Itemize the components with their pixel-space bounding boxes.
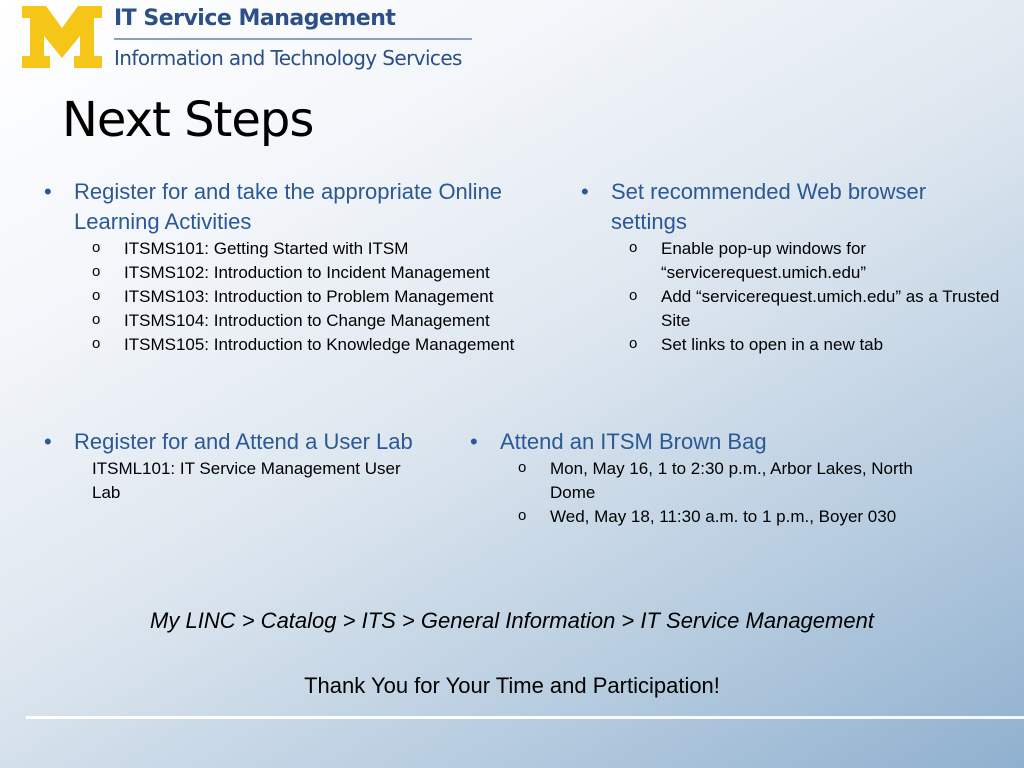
list-item bbox=[466, 457, 930, 505]
circle-bullet-icon: o bbox=[629, 239, 638, 256]
circle-bullet-icon: o bbox=[629, 335, 638, 352]
heading-text: Register for and Attend a User Lab bbox=[74, 429, 413, 454]
section-brown-bag bbox=[466, 427, 1006, 529]
list-item-text: Enable pop-up windows for “servicerequest.umich.edu” bbox=[661, 239, 867, 282]
circle-bullet-icon: o bbox=[629, 287, 638, 304]
list-item bbox=[40, 237, 600, 261]
list-item bbox=[40, 309, 600, 333]
list-item-text: ITSMS101: Getting Started with ITSM bbox=[124, 239, 409, 258]
university-m-logo bbox=[22, 6, 102, 68]
organization-name: Information and Technology Services bbox=[114, 46, 462, 70]
header-divider bbox=[114, 38, 472, 40]
thank-you-message: Thank You for Your Time and Participation! bbox=[304, 673, 720, 698]
navigation-path: My LINC > Catalog > ITS > General Information > IT Service Management bbox=[150, 608, 874, 633]
page-title: Next Steps bbox=[62, 92, 314, 148]
circle-bullet-icon: o bbox=[92, 335, 101, 352]
circle-bullet-icon: o bbox=[518, 507, 527, 524]
list-item-text: Mon, May 16, 1 to 2:30 p.m., Arbor Lakes, North Dome bbox=[550, 459, 913, 502]
header bbox=[22, 4, 482, 70]
list-item bbox=[40, 333, 600, 357]
list-item-text: Add “servicerequest.umich.edu” as a Trusted Site bbox=[661, 287, 1000, 330]
section-heading bbox=[40, 177, 514, 237]
bottom-divider bbox=[26, 716, 1024, 719]
circle-bullet-icon: o bbox=[92, 287, 101, 304]
department-name: IT Service Management bbox=[114, 6, 396, 31]
heading-text: Register for and take the appropriate Online Learning Activities bbox=[74, 179, 503, 234]
bullet-icon: • bbox=[44, 179, 52, 204]
list-item bbox=[40, 285, 600, 309]
section-user-lab bbox=[40, 427, 460, 505]
list-item-text: Set links to open in a new tab bbox=[661, 335, 884, 354]
list-item bbox=[577, 285, 1001, 333]
list-item-text: ITSMS103: Introduction to Problem Management bbox=[124, 287, 494, 306]
user-lab-detail: ITSML101: IT Service Management User Lab bbox=[92, 459, 401, 502]
bullet-icon: • bbox=[470, 429, 478, 454]
section-heading bbox=[577, 177, 991, 237]
circle-bullet-icon: o bbox=[518, 459, 527, 476]
heading-text: Attend an ITSM Brown Bag bbox=[500, 429, 767, 454]
section-browser-settings bbox=[577, 177, 1007, 357]
list-item-text: ITSMS105: Introduction to Knowledge Management bbox=[124, 335, 515, 354]
bullet-icon: • bbox=[581, 179, 589, 204]
section-online-learning bbox=[40, 177, 600, 357]
circle-bullet-icon: o bbox=[92, 263, 101, 280]
section-heading bbox=[466, 427, 1006, 457]
circle-bullet-icon: o bbox=[92, 311, 101, 328]
list-item bbox=[577, 237, 911, 285]
list-item bbox=[40, 261, 600, 285]
list-item-text: ITSMS102: Introduction to Incident Management bbox=[124, 263, 490, 282]
list-item-text: Wed, May 18, 11:30 a.m. to 1 p.m., Boyer 030 bbox=[550, 507, 897, 526]
section-heading bbox=[40, 427, 434, 457]
bullet-icon: • bbox=[44, 429, 52, 454]
circle-bullet-icon: o bbox=[92, 239, 101, 256]
heading-text: Set recommended Web browser settings bbox=[611, 179, 927, 234]
list-item-text: ITSMS104: Introduction to Change Management bbox=[124, 311, 490, 330]
list-item bbox=[577, 333, 1007, 357]
list-item bbox=[466, 505, 1006, 529]
